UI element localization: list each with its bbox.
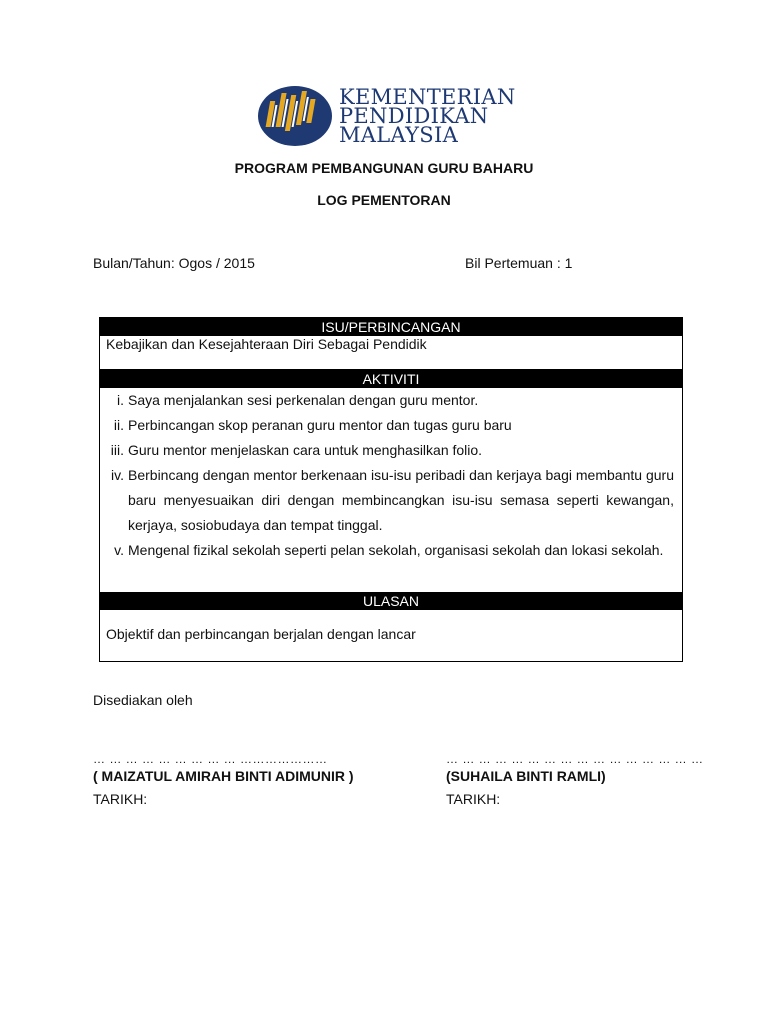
meeting-number: Bil Pertemuan : 1 [465,255,573,271]
list-item: v. Mengenal fizikal sekolah seperti pelan sekolah, organisasi sekolah dan lokasi sekolah. [114,542,664,558]
ministry-emblem-icon [257,85,335,147]
logo-line-3: MALAYSIA [339,123,459,147]
left-signatory-name: ( MAIZATUL AMIRAH BINTI ADIMUNIR ) [93,768,354,784]
issue-header: ISU/PERBINCANGAN [100,318,682,336]
issue-text: Kebajikan dan Kesejahteraan Diri Sebagai Pendidik [100,336,682,370]
logo-line-2: PENDIDIKAN [339,104,489,128]
list-item: ii. Perbincangan skop peranan guru mentor dan tugas guru baru [113,417,512,433]
review-header: ULASAN [100,592,682,610]
document-title: LOG PEMENTORAN [317,192,451,208]
activity-list [100,388,682,563]
logo-line-1: KEMENTERIAN [339,85,516,109]
log-table [99,317,683,662]
list-item: iii. Guru mentor menjelaskan cara untuk menghasilkan folio. [110,442,483,458]
program-title: PROGRAM PEMBANGUNAN GURU BAHARU [234,160,534,176]
left-date-label: TARIKH: [93,791,148,807]
right-signatory-name: (SUHAILA BINTI RAMLI) [446,768,606,784]
review-text: Objektif dan perbincangan berjalan dengan lancar [106,626,416,642]
left-signature-line: … … … … … … … … … ………………… [93,752,328,766]
list-item: iv. Berbincang dengan mentor berkenaan isu-isu peribadi dan kerjaya bagi membantu guru baru menyesuaikan diri dengan membincangkan isu-isu semasa seperti kewangan, kerjaya, sosiobudaya dan tempat tinggal. [111,467,674,533]
list-item: i. Saya menjalankan sesi perkenalan dengan guru mentor. [117,392,479,408]
month-year: Bulan/Tahun: Ogos / 2015 [93,255,255,271]
ministry-wordmark [339,85,519,147]
ministry-logo [257,85,517,147]
activity-header: AKTIVITI [100,370,682,388]
right-date-label: TARIKH: [446,791,501,807]
right-signature-line: … … … … … … … … … … … … … … … … [446,752,704,766]
prepared-by-label: Disediakan oleh [93,692,193,708]
